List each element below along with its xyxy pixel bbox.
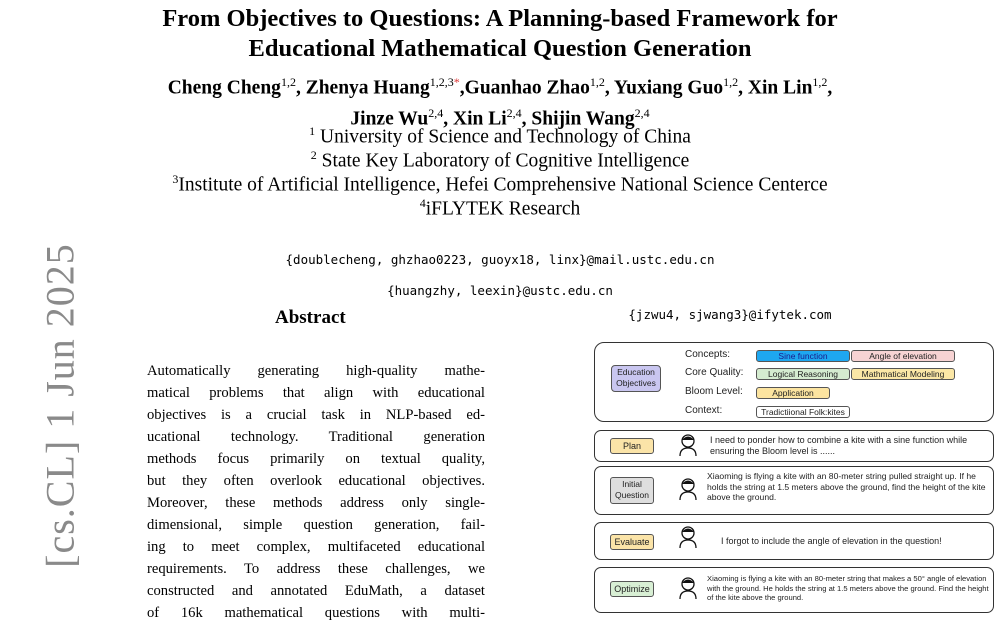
- title-line-2: Educational Mathematical Question Generation: [248, 35, 752, 62]
- arxiv-stamp: [cs.CL] 1 Jun 2025: [37, 243, 83, 568]
- core-tag-logic: Logical Reasoning: [756, 368, 850, 380]
- plan-panel: [594, 430, 994, 462]
- core-quality-label: Core Quality:: [685, 367, 744, 378]
- bloom-level-label: Bloom Level:: [685, 386, 743, 397]
- concepts-label: Concepts:: [685, 349, 731, 360]
- abstract-line: matical problems that align with educational: [147, 385, 485, 401]
- abstract-line: but they often overlook educational objectives.: [147, 473, 485, 489]
- abstract-heading: Abstract: [275, 307, 346, 328]
- author-separator: ,: [459, 77, 465, 99]
- abstract-line: objectives is a crucial task in NLP-based ed-: [147, 407, 485, 423]
- paper-title: [0, 4, 1000, 64]
- author-name: Xin Li: [453, 108, 507, 129]
- author-affil-sup: 2,4: [634, 105, 650, 120]
- affiliation-sup: 1: [309, 124, 316, 138]
- student-icon: [677, 477, 699, 501]
- author-affil-sup: 1,2,3: [429, 75, 454, 89]
- optimize-text: Xiaoming is flying a kite with an 80-meter string that makes a 50° angle of elevation with the ground. He holds the string at 1.5 meters above the ground. Find the height of the kite above the ground.: [707, 574, 989, 602]
- author-separator: ,: [295, 77, 306, 99]
- evaluate-text: I forgot to include the angle of elevation in the question!: [721, 536, 942, 546]
- affiliation-4: [0, 192, 1000, 221]
- author-name: Yuxiang Guo: [613, 77, 724, 99]
- author-separator: ,: [738, 77, 748, 99]
- plan-label: Plan: [610, 438, 654, 454]
- author-name: Zhenya Huang: [305, 77, 430, 99]
- affiliation-sup: 3: [172, 172, 179, 186]
- abstract-line: Automatically generating high-quality mathe-: [147, 363, 485, 379]
- author-name: Xin Lin: [747, 77, 813, 99]
- affiliation-text: Institute of Artificial Intelligence, Hefei Comprehensive National Science Centerce: [178, 174, 828, 196]
- email-line-1: {doublecheng, ghzhao0223, guoyx18, linx}@mail.ustc.edu.cn: [285, 252, 715, 267]
- author-name: Jinze Wu: [350, 108, 429, 129]
- bloom-tag: Application: [756, 387, 830, 399]
- initial-question-panel: [594, 466, 994, 515]
- affiliation-text: iFLYTEK Research: [425, 198, 581, 220]
- abstract-line: Moreover, these methods address only single-: [147, 495, 485, 511]
- abstract-line: requirements. To address these challenges, we: [147, 561, 485, 577]
- objectives-panel: [594, 342, 994, 422]
- evaluate-label: Evaluate: [610, 534, 654, 550]
- author-affil-sup: 1,2: [589, 75, 605, 89]
- evaluator-icon: [677, 525, 699, 549]
- email-line-2: {huangzhy, leexin}@ustc.edu.cn: [387, 283, 613, 298]
- author-separator: ,: [521, 108, 532, 129]
- author-name: Guanhao Zhao: [464, 77, 590, 99]
- optimize-label: Optimize: [610, 581, 654, 597]
- author-affil-sup: 1,2: [723, 75, 739, 89]
- evaluate-panel: [594, 522, 994, 560]
- author-separator: ,: [443, 108, 454, 129]
- author-name: Shijin Wang: [531, 108, 635, 129]
- initial-question-label: Initial Question: [610, 477, 654, 504]
- title-line-1: From Objectives to Questions: A Planning-based Framework for: [162, 5, 838, 32]
- author-affil-sup: 2,4: [428, 105, 444, 120]
- abstract-line: constructed and annotated EduMath, a dataset: [147, 583, 485, 599]
- email-line-3: {jzwu4, sjwang3}@ifytek.com: [628, 307, 832, 322]
- abstract-line: dimensional, simple question generation, fail-: [147, 517, 485, 533]
- affiliation-sup: 4: [419, 196, 426, 210]
- concept-tag-elevation: Angle of elevation: [851, 350, 955, 362]
- thinker-icon: [677, 433, 699, 457]
- author-affil-sup: 1,2: [280, 75, 296, 89]
- author-affil-sup: 1,2: [812, 75, 828, 89]
- author-separator: ,: [604, 77, 614, 99]
- author-line-1: [0, 70, 1000, 101]
- plan-text: I need to ponder how to combine a kite with a sine function while ensuring the Bloom level is ......: [710, 435, 968, 456]
- core-tag-modeling: Mathmatical Modeling: [851, 368, 955, 380]
- abstract-line: ing to meet complex, multifaceted educational: [147, 539, 485, 555]
- author-affil-sup: 2,4: [506, 105, 522, 120]
- abstract-body: [147, 360, 485, 624]
- abstract-line: of 16k mathematical questions with multi-: [147, 605, 485, 621]
- optimize-panel: [594, 567, 994, 613]
- context-label: Context:: [685, 405, 723, 416]
- framework-figure: [594, 342, 1000, 628]
- concept-tag-sine: Sine function: [756, 350, 850, 362]
- affiliation-text: State Key Laboratory of Cognitive Intelligence: [316, 150, 690, 172]
- abstract-line: ucational technology. Traditional generation: [147, 429, 485, 445]
- context-tag: Tradictiional Folk:kites: [756, 406, 850, 418]
- optimizer-icon: [677, 576, 699, 600]
- initial-question-text: Xiaoming is flying a kite with an 80-meter string pulled straight up. If he holds the string at 1.5 meters above the ground, find the height of the kite above the ground.: [707, 471, 986, 502]
- author-separator: ,: [827, 77, 833, 99]
- abstract-line: methods focus primarily on textual quality,: [147, 451, 485, 467]
- affiliation-sup: 2: [310, 148, 317, 162]
- author-name: Cheng Cheng: [167, 77, 281, 99]
- objectives-label: Education Objectives: [611, 365, 661, 392]
- corresponding-mark: *: [453, 75, 460, 89]
- affiliation-text: University of Science and Technology of China: [315, 126, 691, 148]
